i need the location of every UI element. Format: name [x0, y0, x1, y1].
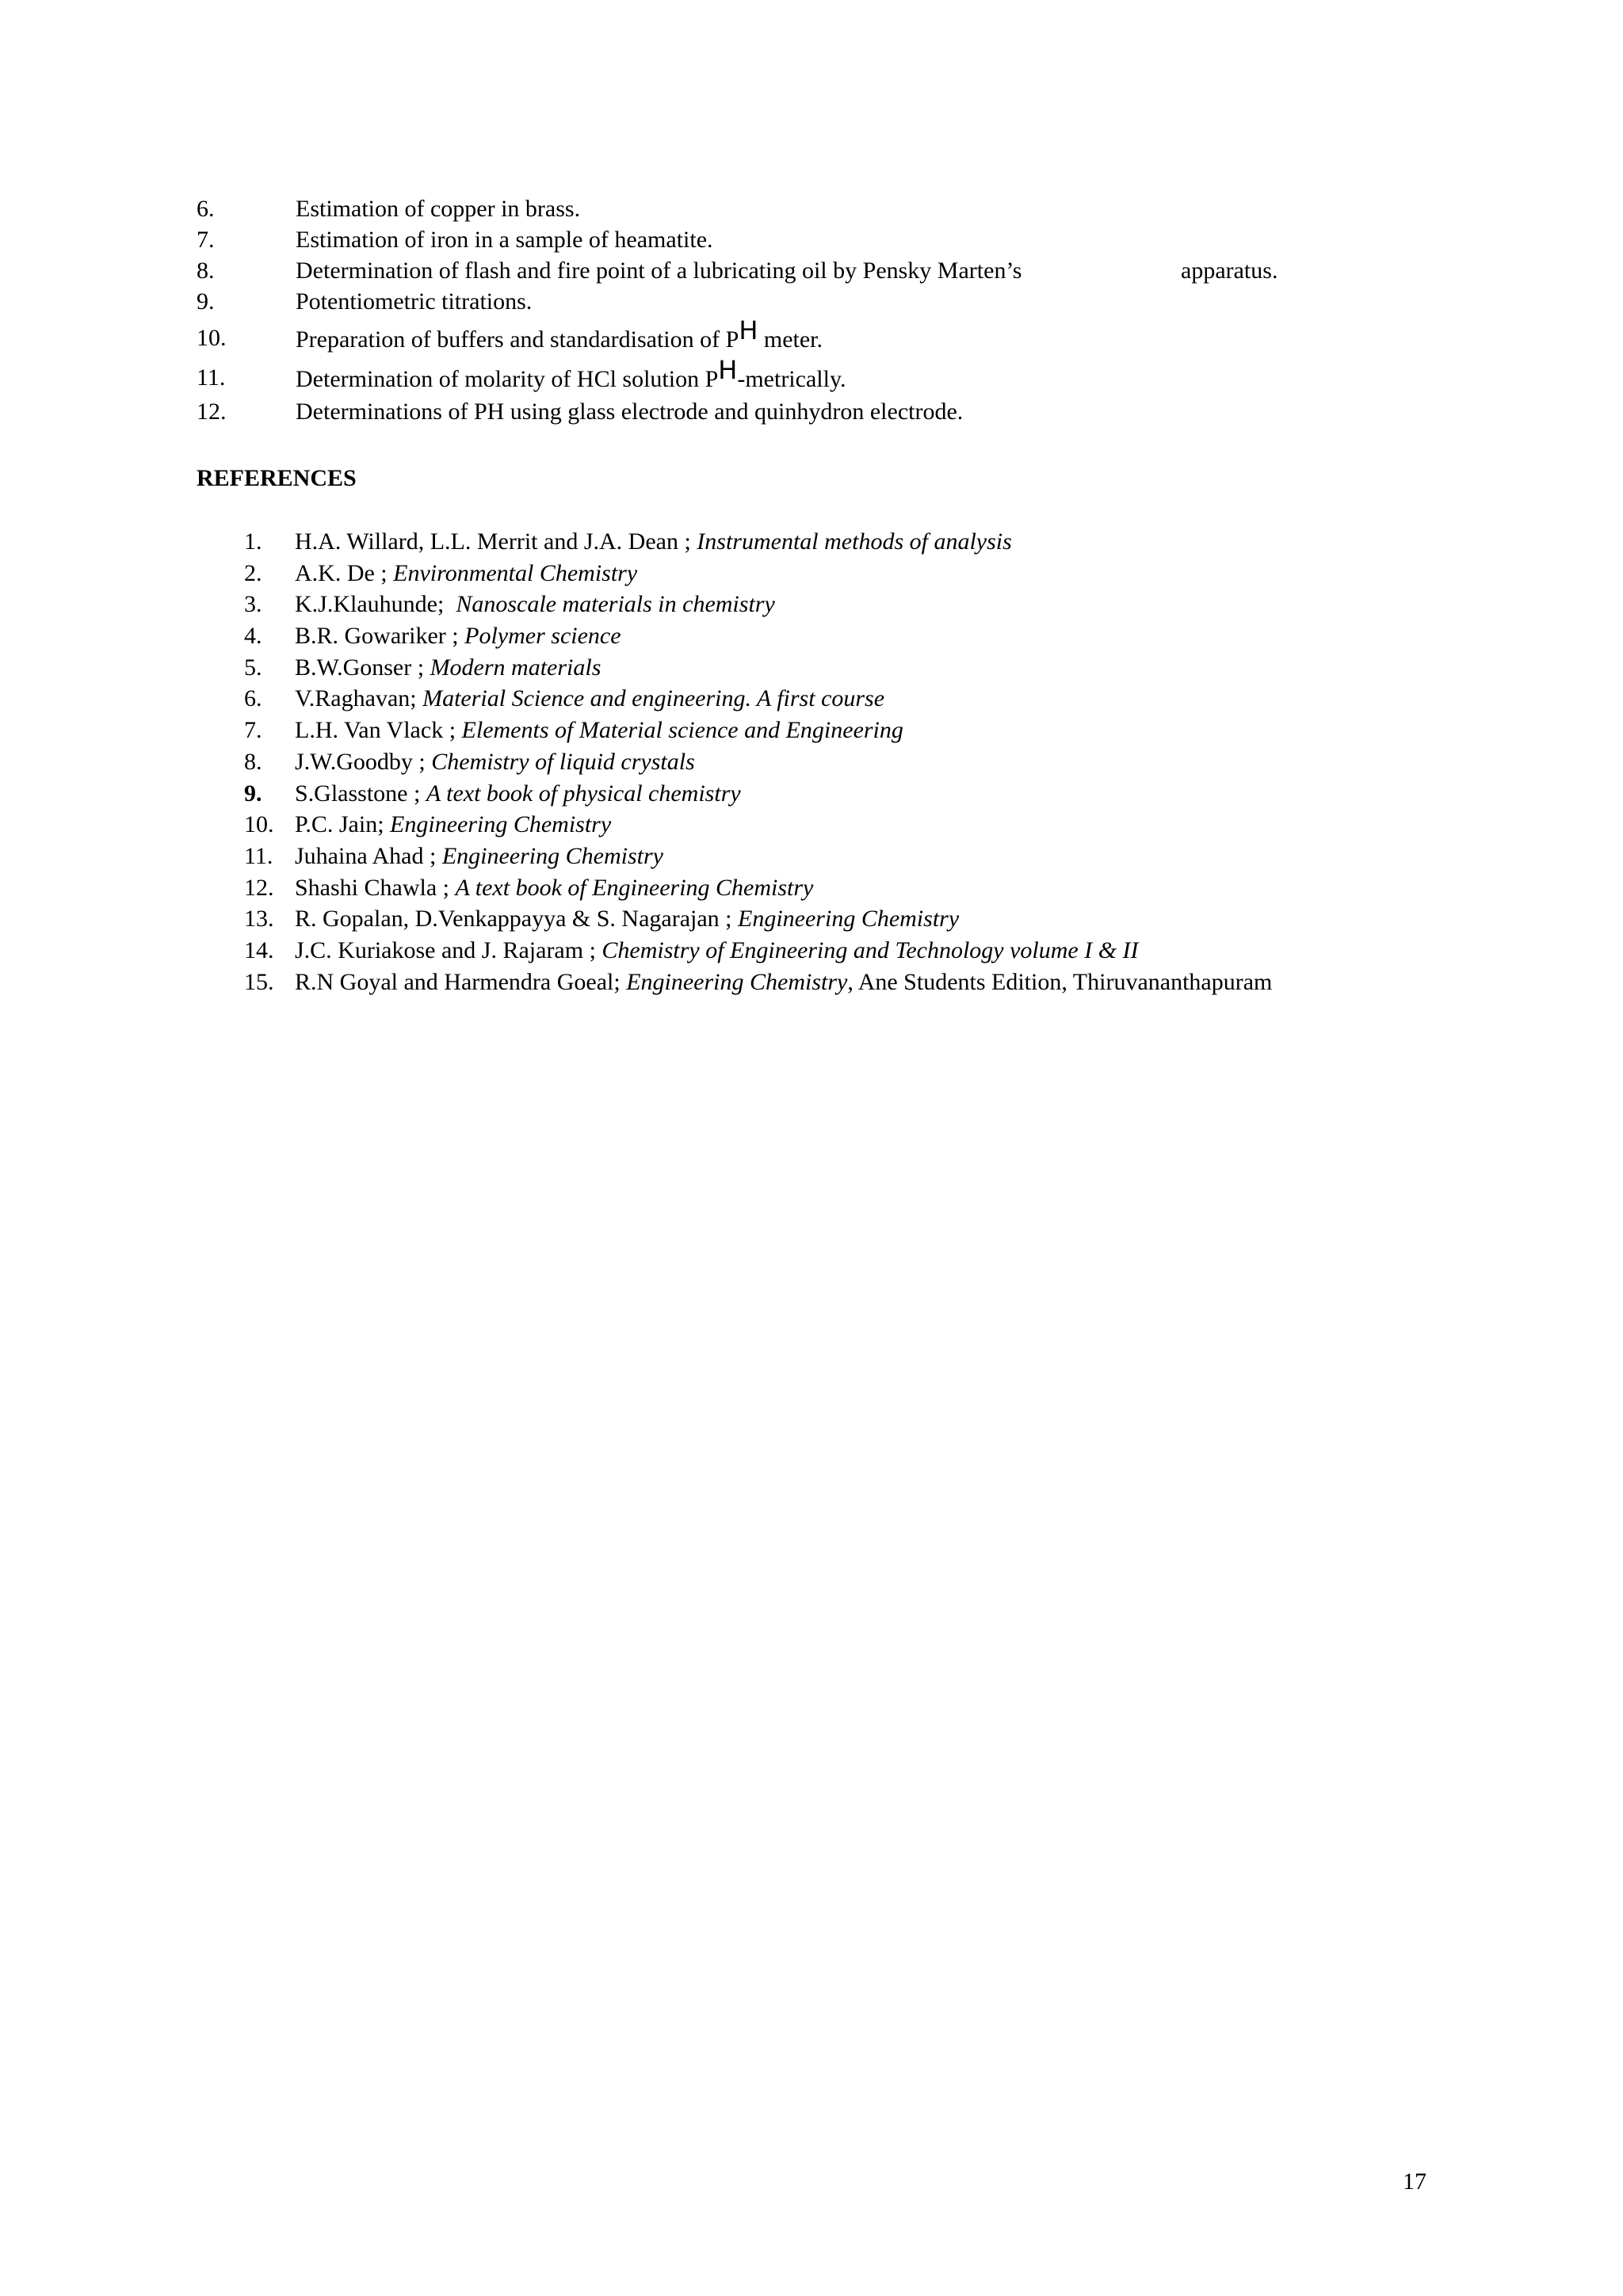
- reference-title: Engineering Chemistry: [390, 811, 612, 838]
- reference-body: [295, 526, 1012, 558]
- reference-title: Engineering Chemistry: [626, 968, 848, 995]
- experiment-text: Determinations of PH using glass electrode and quinhydron electrode.: [296, 399, 964, 425]
- reference-item: [244, 526, 1591, 558]
- ph-superscript: H: [718, 355, 738, 385]
- reference-item: [244, 620, 1591, 652]
- experiment-text: [296, 317, 823, 361]
- reference-item: [244, 683, 1591, 715]
- experiment-text: [296, 357, 846, 401]
- reference-title: Nanoscale materials in chemistry: [456, 591, 775, 618]
- experiment-number: 12.: [197, 399, 227, 425]
- experiment-item: [197, 357, 1544, 396]
- reference-item: [244, 589, 1591, 620]
- reference-item: [244, 841, 1591, 872]
- experiment-number: 6.: [197, 196, 215, 222]
- reference-authors: R.N Goyal and Harmendra Goeal;: [295, 968, 627, 995]
- reference-body: [295, 746, 695, 778]
- reference-number: 3.: [244, 591, 262, 618]
- experiment-list: [197, 193, 1544, 427]
- reference-list: [244, 526, 1591, 997]
- experiment-number: 7.: [197, 227, 215, 253]
- reference-item: [244, 967, 1591, 998]
- reference-item: [244, 872, 1591, 904]
- ph-superscript: H: [739, 315, 758, 345]
- reference-body: [295, 652, 601, 684]
- reference-title: Engineering Chemistry: [441, 842, 663, 869]
- experiment-item: [197, 193, 1544, 224]
- reference-title: Environmental Chemistry: [393, 559, 638, 586]
- reference-title: Engineering Chemistry: [738, 906, 960, 933]
- experiment-text-continuation: apparatus.: [1181, 257, 1278, 284]
- reference-number: 10.: [244, 811, 274, 838]
- experiment-text: Determination of flash and fire point of a lubricating oil by Pensky Marten’s: [296, 257, 1022, 284]
- reference-number: 12.: [244, 874, 274, 901]
- reference-tail: , Ane Students Edition, Thiruvananthapuram: [847, 968, 1273, 995]
- reference-number: 11.: [244, 842, 273, 869]
- reference-number: 8.: [244, 748, 262, 775]
- reference-body: [295, 558, 637, 589]
- experiment-number: 10.: [197, 325, 227, 351]
- experiment-text-part: -metrically.: [737, 366, 846, 392]
- experiment-number: 8.: [197, 257, 215, 284]
- reference-item: [244, 558, 1591, 589]
- experiment-item: [197, 396, 1544, 427]
- reference-authors: S.Glasstone ;: [295, 780, 426, 807]
- reference-authors: B.R. Gowariker ;: [295, 623, 465, 650]
- reference-body: [295, 715, 903, 746]
- reference-body: [295, 778, 741, 810]
- reference-number: 15.: [244, 968, 274, 995]
- reference-body: [295, 903, 959, 935]
- reference-number: 7.: [244, 717, 262, 744]
- references-heading: REFERENCES: [197, 465, 357, 491]
- reference-body: [295, 809, 611, 841]
- reference-authors: V.Raghavan;: [295, 685, 423, 712]
- reference-item: [244, 809, 1591, 841]
- reference-item: [244, 778, 1591, 810]
- reference-title: Instrumental methods of analysis: [697, 528, 1012, 555]
- reference-item: [244, 746, 1591, 778]
- experiment-number: 9.: [197, 288, 215, 315]
- experiment-number: 11.: [197, 364, 226, 391]
- reference-title: Polymer science: [464, 623, 621, 650]
- reference-item: [244, 715, 1591, 746]
- reference-item: [244, 903, 1591, 935]
- reference-number: 1.: [244, 528, 262, 555]
- reference-number: 4.: [244, 623, 262, 650]
- reference-body: [295, 589, 775, 620]
- experiment-text: Estimation of copper in brass.: [296, 196, 581, 222]
- reference-number: 14.: [244, 936, 274, 963]
- reference-authors: P.C. Jain;: [295, 811, 391, 838]
- reference-title: Elements of Material science and Engineering: [461, 717, 903, 744]
- reference-authors: B.W.Gonser ;: [295, 654, 430, 681]
- experiment-text: Estimation of iron in a sample of heamatite.: [296, 227, 713, 253]
- experiment-item: [197, 286, 1544, 317]
- reference-body: [295, 683, 884, 715]
- reference-number: 9.: [244, 780, 262, 807]
- reference-item: [244, 935, 1591, 967]
- reference-authors: H.A. Willard, L.L. Merrit and J.A. Dean ;: [295, 528, 697, 555]
- reference-number: 13.: [244, 906, 274, 933]
- experiment-text: Potentiometric titrations.: [296, 288, 533, 315]
- reference-body: [295, 967, 1272, 998]
- reference-authors: A.K. De ;: [295, 559, 394, 586]
- experiment-item: [197, 224, 1544, 255]
- reference-authors: Shashi Chawla ;: [295, 874, 456, 901]
- reference-body: [295, 872, 813, 904]
- reference-title: Modern materials: [430, 654, 601, 681]
- reference-authors: J.C. Kuriakose and J. Rajaram ;: [295, 936, 602, 963]
- page-number: 17: [1403, 2168, 1426, 2195]
- reference-authors: Juhaina Ahad ;: [295, 842, 442, 869]
- reference-authors: R. Gopalan, D.Venkappayya & S. Nagarajan ;: [295, 906, 739, 933]
- reference-item: [244, 652, 1591, 684]
- reference-body: [295, 935, 1139, 967]
- experiment-text-part: Determination of molarity of HCl solution P: [296, 366, 719, 392]
- reference-body: [295, 841, 663, 872]
- experiment-item: [197, 255, 1544, 286]
- reference-title: Chemistry of Engineering and Technology volume I & II: [601, 936, 1139, 963]
- reference-number: 2.: [244, 559, 262, 586]
- reference-title: Material Science and engineering. A first course: [422, 685, 885, 712]
- reference-title: Chemistry of liquid crystals: [431, 748, 695, 775]
- experiment-text-part: meter.: [758, 326, 823, 353]
- reference-title: A text book of Engineering Chemistry: [455, 874, 814, 901]
- reference-body: [295, 620, 621, 652]
- experiment-item: [197, 317, 1544, 357]
- reference-number: 5.: [244, 654, 262, 681]
- reference-title: A text book of physical chemistry: [426, 780, 741, 807]
- reference-authors: K.J.Klauhunde;: [295, 591, 456, 618]
- experiment-text-part: Preparation of buffers and standardisation of P: [296, 326, 739, 353]
- reference-authors: J.W.Goodby ;: [295, 748, 432, 775]
- reference-authors: L.H. Van Vlack ;: [295, 717, 462, 744]
- reference-number: 6.: [244, 685, 262, 712]
